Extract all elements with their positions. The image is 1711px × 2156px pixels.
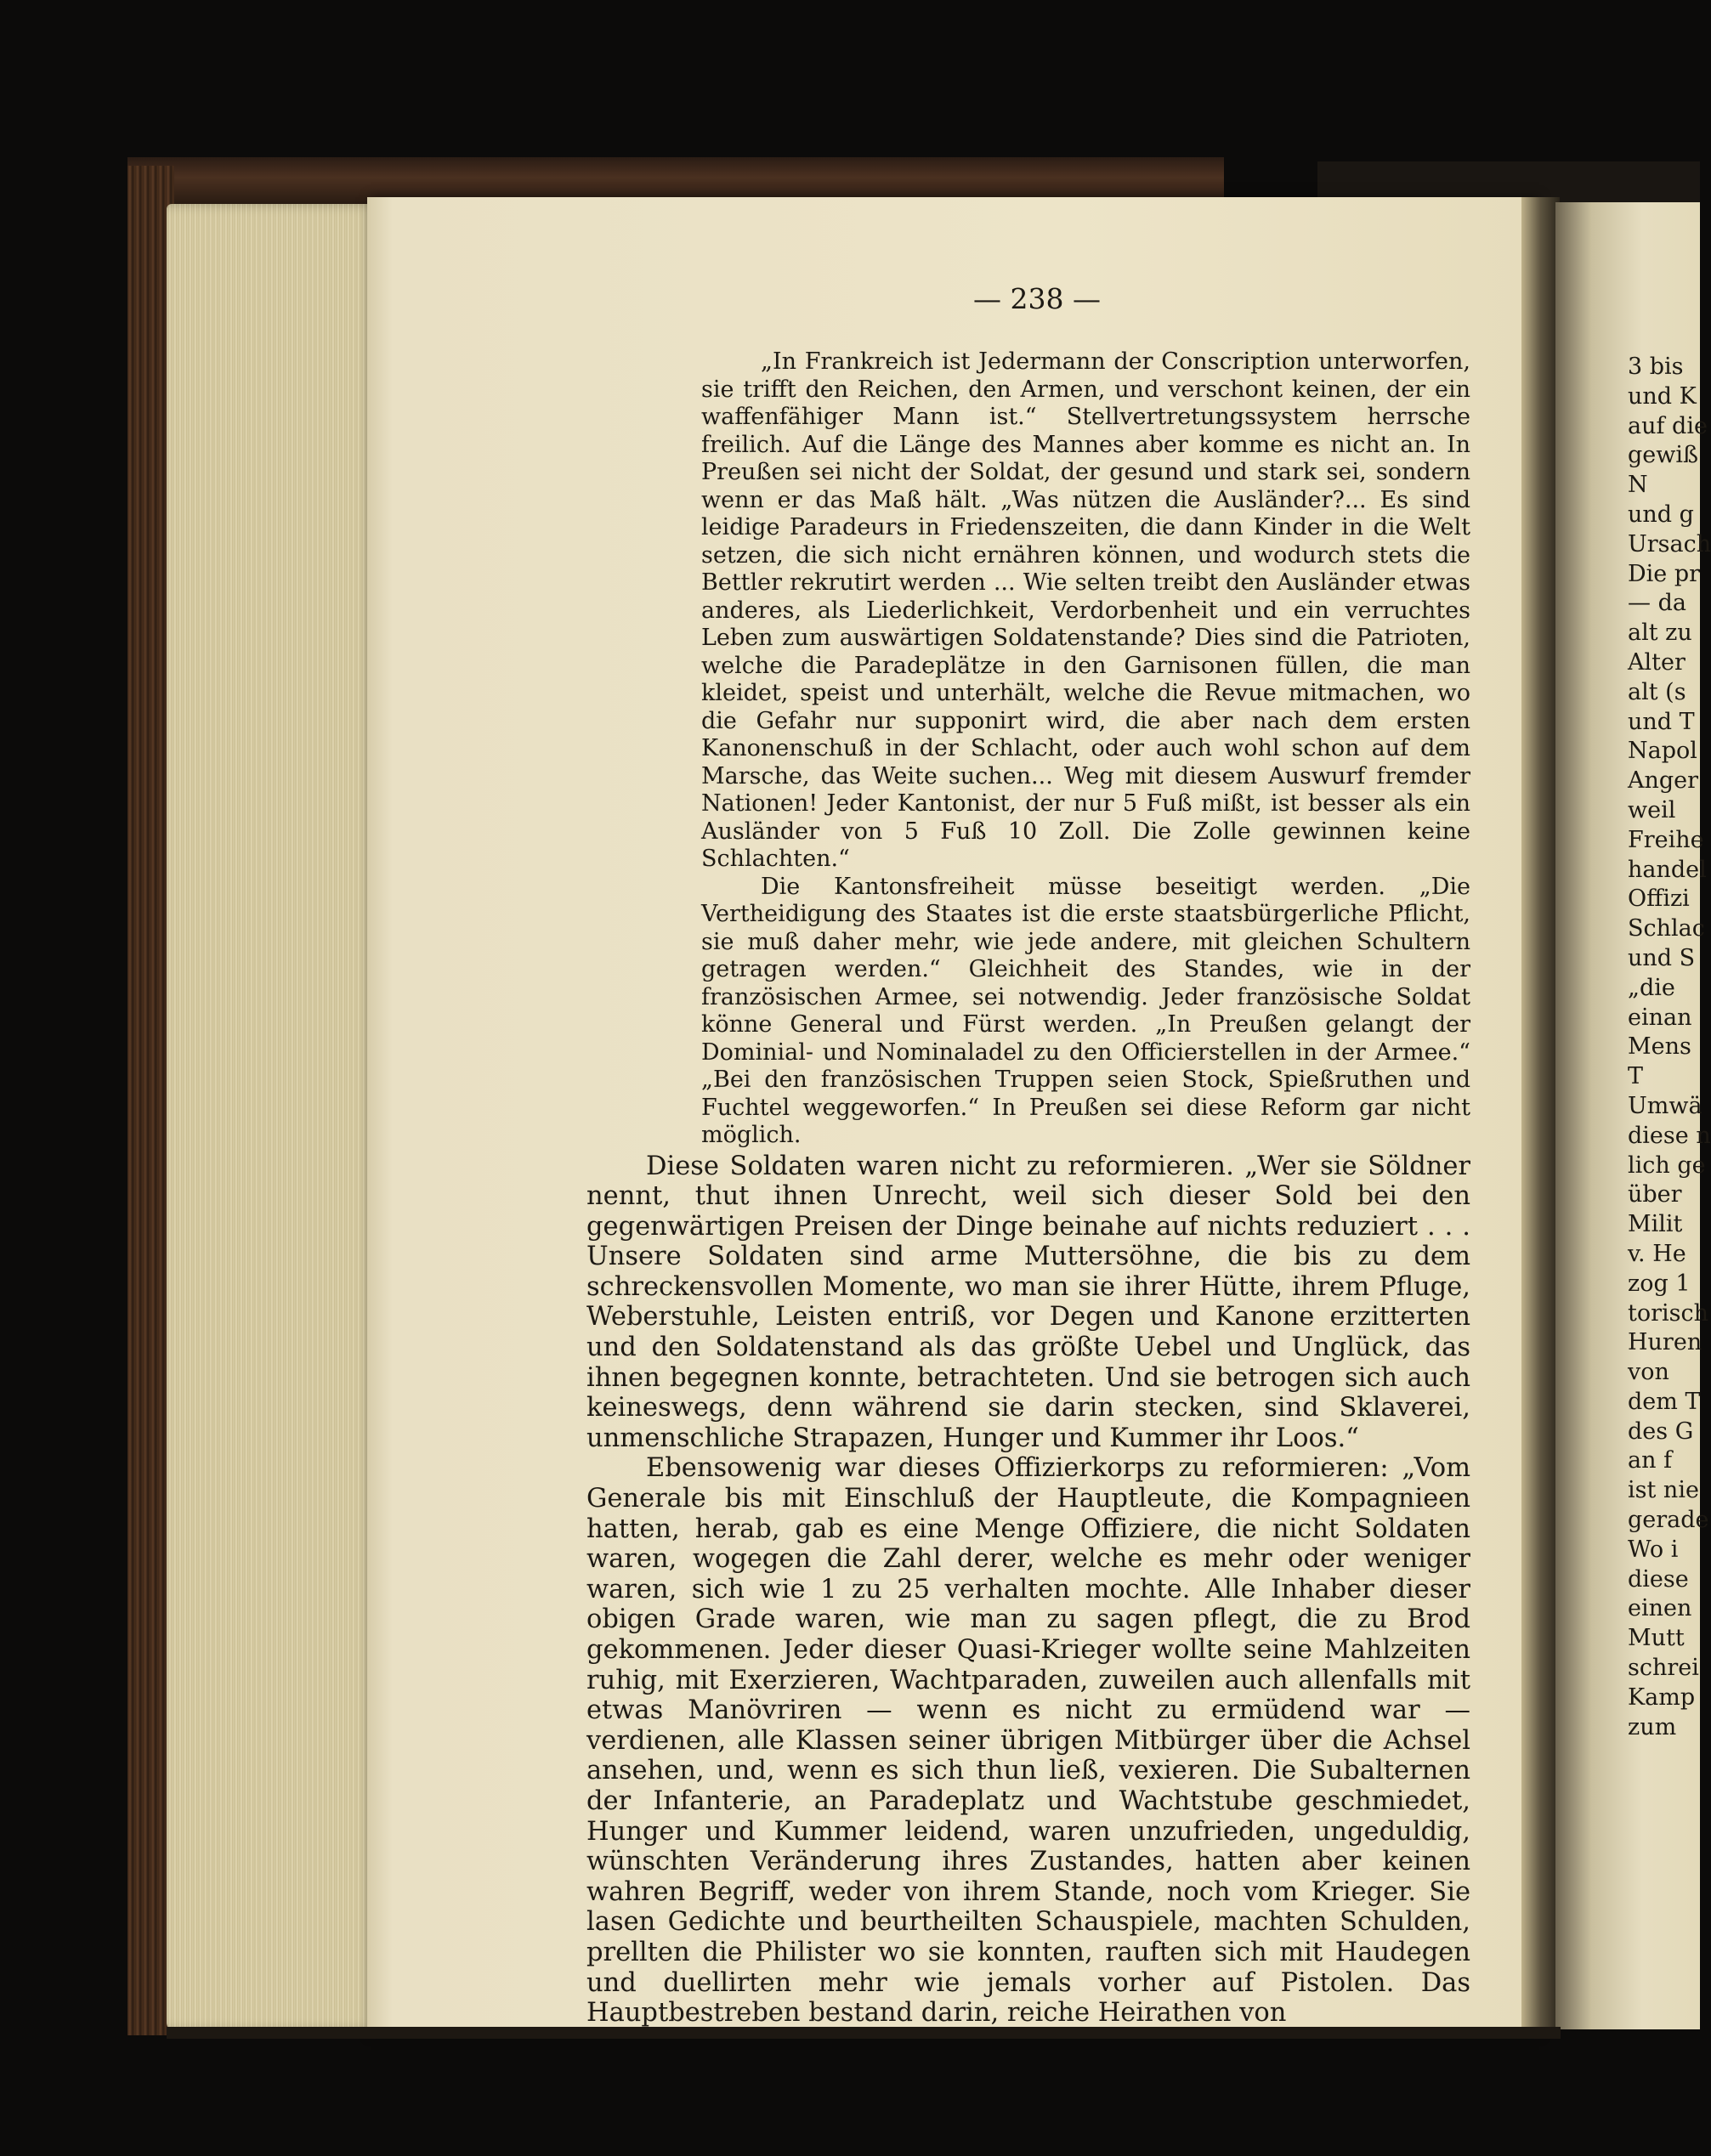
quote-paragraph-1: „In Frankreich ist Jedermann der Conscription unterworfen, sie trifft den Reichen, den Armen, und verschont keinen, der ein waffenfähiger Mann ist.“ Stellvertretungssystem herrsche freilich. Auf die Länge des Mannes aber komme es nicht an. In Preußen sei nicht der Soldat, der gesund und stark sei, sondern wenn er das Maß hält. „Was nützen die Ausländer?... Es sind leidige Paradeurs in Friedenszeiten, die dann Kinder in die Welt setzen, die sich nicht ernähren können, und wodurch stets die Bettler rekrutirt werden ... Wie selten treibt den Ausländer etwas anderes, als Liederlichkeit, Verdorbenheit und ein verruchtes Leben zum auswärtigen Soldatenstande? Dies sind die Patrioten, welche die Paradeplätze in den Garnisonen füllen, die man kleidet, speist und unterhält, welche die Revue mitmachen, wo die Gefahr nur supponirt wird, die aber nach dem ersten Kanonenschuß in der Schlacht, oder auch wohl schon auf dem Marsche, das Weite suchen... Weg mit diesem Auswurf fremder Nationen! Jeder Kantonist, der nur 5 Fuß mißt, ist besser als ein Ausländer von 5 Fuß 10 Zoll. Die Zolle gewinnen keine Schlachten.“ bbox=[701, 348, 1470, 872]
next-page-fragment: Schlac bbox=[1628, 915, 1705, 942]
next-page-fragment: Offizi bbox=[1628, 886, 1690, 913]
next-page-fragment: T bbox=[1628, 1063, 1644, 1090]
book-gutter bbox=[1521, 197, 1560, 2034]
book-bottom-edge bbox=[167, 2027, 1561, 2039]
next-page-fragment: diese n bbox=[1628, 1122, 1711, 1149]
next-page-fragment: und g bbox=[1628, 501, 1694, 528]
next-page-fragment: an f bbox=[1628, 1447, 1673, 1474]
next-page-fragment: — da bbox=[1628, 590, 1686, 617]
next-page-fragment: auf die bbox=[1628, 412, 1708, 439]
next-page-fragment: Mutt bbox=[1628, 1625, 1685, 1652]
next-page-fragment: 3 bis bbox=[1628, 354, 1684, 380]
next-page-fragment: torisch bbox=[1628, 1299, 1709, 1327]
next-page-fragment: Alter bbox=[1628, 648, 1686, 676]
next-page-fragment: einan bbox=[1628, 1004, 1692, 1031]
next-page-fragment: und S bbox=[1628, 944, 1696, 971]
next-page-fragment: zog 1 bbox=[1628, 1270, 1691, 1297]
body-paragraph-2: Ebensowenig war dieses Offizierkorps zu reformieren: „Vom Generale bis mit Einschluß der Hauptleute, die Kompagnieen hatten, herab, gab es eine Menge Offiziere, die nicht Soldaten waren, wogegen die Zahl derer, welche es mehr oder weniger waren, sich wie 1 zu 25 verhalten mochte. Alle Inhaber dieser obigen Grade waren, wie man zu sagen pflegt, die zu Brod gekommenen. Jeder dieser Quasi-Krieger wollte seine Mahlzeiten ruhig, mit Exerzieren, Wachtparaden, zuweilen auch allenfalls mit etwas Manövriren — wenn es nicht zu ermüdend war — verdienen, alle Klassen seiner übrigen Mitbürger über die Achsel ansehen, und, wenn es sich thun ließ, vexieren. Die Subalternen der Infanterie, an Paradeplatz und Wachtstube geschmiedet, Hunger und Kummer leidend, waren unzufrieden, ungeduldig, wünschten Veränderung ihres Zustandes, hatten aber keinen wahren Begriff, weder von ihrem Stande, noch vom Krieger. Sie lasen Gedichte und beurtheilten Schauspiele, machten Schulden, prellten die Philister wo sie konnten, rauften sich mit Haudegen und duellirten mehr wie jemals vorher auf Pistolen. Das Hauptbestreben bestand darin, reiche Heirathen von bbox=[586, 1453, 1470, 2029]
next-page-fragment: alt zu bbox=[1628, 620, 1692, 647]
next-page-fragment: Wo i bbox=[1628, 1536, 1679, 1563]
next-page-fragment: gewiß bbox=[1628, 442, 1699, 469]
next-page-fragment: Kamp bbox=[1628, 1683, 1696, 1711]
next-page-fragment: alt (s bbox=[1628, 678, 1686, 705]
next-page-fragment: Huren bbox=[1628, 1329, 1703, 1356]
next-page-fragment: Die pr bbox=[1628, 560, 1701, 587]
next-page-fragment: diese bbox=[1628, 1565, 1689, 1593]
next-page-fragment: des G bbox=[1628, 1418, 1694, 1445]
next-page-fragment: Anger bbox=[1628, 767, 1699, 795]
next-page-fragment: Ursach bbox=[1628, 530, 1711, 557]
next-page-fragment: und K bbox=[1628, 382, 1697, 410]
next-page-fragment: N bbox=[1628, 472, 1648, 499]
next-page-fragment: lich ge bbox=[1628, 1152, 1706, 1179]
next-page-fragment: Mens bbox=[1628, 1033, 1691, 1061]
next-page-fragment: v. He bbox=[1628, 1240, 1686, 1267]
next-page-fragment: gerade bbox=[1628, 1507, 1709, 1534]
next-page-fragment: zum bbox=[1628, 1713, 1677, 1740]
quote-paragraph-2: Die Kantonsfreiheit müsse beseitigt werden. „Die Vertheidigung des Staates ist die erste staatsbürgerliche Pflicht, sie muß daher mehr, wie jede andere, mit gleichen Schultern getragen werden.“ Gleichheit des Standes, wie in der französischen Armee, sei notwendig. Jeder französische Soldat könne General und Fürst werden. „In Preußen gelangt der Dominial- und Nominaladel zu den Officierstellen in der Armee.“ „Bei den französischen Truppen seien Stock, Spießruthen und Fuchtel weggeworfen.“ In Preußen sei diese Reform gar nicht möglich. bbox=[701, 873, 1470, 1148]
next-page-fragment: „die bbox=[1628, 974, 1675, 1001]
next-page-fragments bbox=[1628, 353, 1711, 1742]
next-page-fragment: und T bbox=[1628, 708, 1695, 735]
body-paragraph-1: Diese Soldaten waren nicht zu reformieren. „Wer sie Söldner nennt, thut ihnen Unrecht, weil sich dieser Sold bei den gegenwärtigen Preisen der Dinge beinahe auf nichts reduziert . . . Unsere Soldaten sind arme Muttersöhne, die bis zu dem schreckensvollen Momente, wo man sie ihrer Hütte, ihrem Pfluge, Weberstuhle, Leisten entriß, vor Degen und Kanone erzitterten und den Soldatenstand als das größte Uebel und Unglück, das ihnen begegnen konnte, betrachteten. Und sie betrogen sich auch keineswegs, denn während sie darin stecken, sind Sklaverei, unmenschliche Strapazen, Hunger und Kummer ihr Loos.“ bbox=[586, 1151, 1470, 1453]
page-number: — 238 — bbox=[973, 282, 1101, 315]
next-page-fragment: ist nie bbox=[1628, 1477, 1699, 1504]
next-page-fragment: dem T bbox=[1628, 1388, 1701, 1415]
next-page-fragment: Freihe bbox=[1628, 826, 1704, 853]
next-page-fragment: Milit bbox=[1628, 1211, 1683, 1238]
next-page-fragment: über bbox=[1628, 1181, 1682, 1208]
page-stack-edges bbox=[167, 204, 379, 2031]
next-page-fragment: weil bbox=[1628, 796, 1676, 823]
next-page-fragment: einen bbox=[1628, 1595, 1692, 1622]
page-text bbox=[586, 348, 1470, 2029]
next-page-fragment: schrei bbox=[1628, 1655, 1699, 1682]
next-page-fragment: Umwä bbox=[1628, 1092, 1703, 1119]
next-page-fragment: Napol bbox=[1628, 738, 1697, 765]
next-page-fragment: handel bbox=[1628, 856, 1707, 883]
next-page-fragment: von bbox=[1628, 1359, 1669, 1386]
